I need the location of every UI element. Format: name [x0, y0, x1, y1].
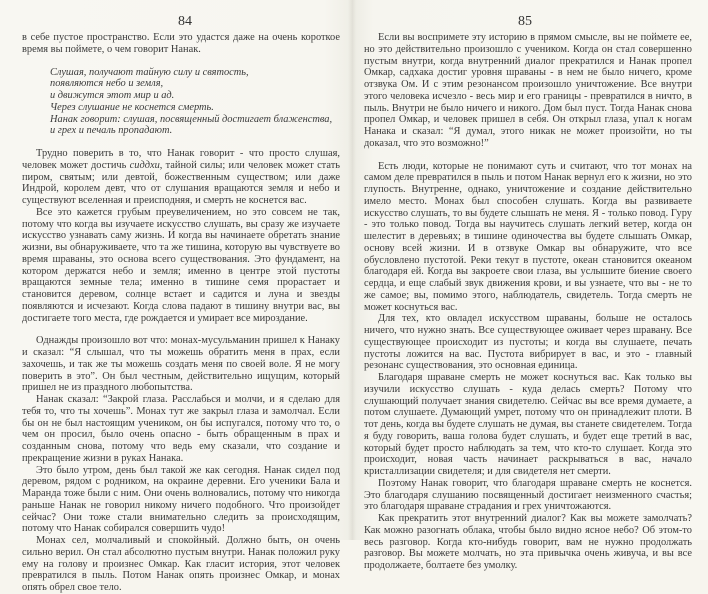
paragraph: Есть люди, которые не понимают суть и считают, что тот монах на самом деле превратился в пыль и потом Нанак вернул его к жизни, но это глупость. Внутренне, однако, уничтожение и создание действительно имело место. Монах был способен слушать. Когда вы развиваете искусство слушать, то вы будете слышать не меня. Я - только повод. Гуру - это только повод. Тогда вы научитесь слушать легкий ветер, когда он шелестит в деревьях; в тишине одиночества вы будете слышать Омкар, основу всей жизни. И в отзвуке Омкар вы обнаружите, что все обусловлено пустотой. Реки текут в пустоте, океан становится океаном благодаря ей. Когда вы закроете свои глаза, вы услышите биение своего сердца, и еще слабый звук движения крови, и вы узнаете, что вы - не то же самое; вы, помимо этого, наблюдатель, свидетель. Тогда смерть не может коснуться вас. — [364, 160, 692, 313]
opening-paragraph: в себе пустое пространство. Если это удастся даже на очень короткое время вы поймете, о чем говорит Нанак. — [22, 32, 340, 55]
paragraph: Монах сел, молчаливый и спокойный. Должно быть, он очень сильно верил. Он стал абсолютно пустым внутри. Нанак положил руку ему на голову и произнес Омкар. Как гласит история, этот человек превратился в пыль. Потом Нанак опять произнес Омкар, и монах опять обрел свое тело. — [22, 535, 340, 593]
right-page-body — [364, 32, 692, 572]
verse-line: Нанак говорит: слушая, посвященный достигает блаженства, — [50, 113, 333, 125]
paragraph: Все это кажется грубым преувеличением, но это совсем не так, потому что когда вы изучаете искусство слушать, вы сразу же изучаете искусство узнавать саму жизнь. И когда вы начинаете обретать знание жизни, вы обнаруживаете, что та же тишина, которую вы чувствуете во время шраваны, это основа всего существования. Это фундамент, на котором держатся небо и земля; именно в центре этой пустоты вращаются земные тела; именно в тишине семя прорастает и становится деревом, солнце встает и садится и луна и звезды появляются и исчезают. Когда слова падают в тишину внутри вас, вы достигаете того места, где рождается и умирает все мироздание. — [22, 206, 340, 324]
paragraph — [22, 148, 340, 207]
paragraph: Нанак сказал: “Закрой глаза. Расслабься и молчи, и я сделаю для тебя то, что ты хочешь”. Монах тут же закрыл глаза и замолчал. Если бы он не был настоящим учеником, он бы испугался, потому что то, о чем он просил, было очень опасно - быть обращенным в прах и созданным снова, потому что ведь ему сказали, что создание и прекращение жизни в руках Нанака. — [22, 394, 340, 464]
verse-block — [50, 67, 340, 138]
verse-line: Через слушание не коснется смерть. — [50, 101, 214, 113]
emphasis-term: сиддхи — [129, 159, 160, 171]
paragraph: Однажды произошло вот что: монах-мусульманин пришел к Нанаку и сказал: “Я слышал, что ты можешь обратить меня в прах, если захочешь, и так же ты можешь создать меня по своей воле. Я не могу поверить в это”. Он был честным, действительно ищущим, который пришел не из праздного любопытства. — [22, 335, 340, 394]
verse-line: Слушая, получают тайную силу и святость, — [50, 66, 249, 78]
paragraph: Благодаря шраване смерть не может коснуться вас. Как только вы изучили искусство слушать - куда делась смерть? Потому что слушающий получает знания свидетелю. Сейчас вы все время думаете, а потом слушаете. Думающий умрет, потому что он принадлежит плоти. В тот день, когда вы будете слушать не думая, вы станете свидетелем. Тогда я буду говорить, ваша голова будет слушать, и будет еще третий в вас, который будет просто наблюдать за тем, что кто-то слушает. Когда это происходит, новая часть начинает раскрываться в вас, начало кристаллизации свидетеля; и для свидетеля нет смерти. — [364, 372, 692, 477]
book-gutter — [348, 0, 356, 540]
paragraph-text: , тайной силы; или человек может стать пиром, святым; или девтой, божественным существом; или даже Индрой, королем девт, что от слушания вращаются земля и небо и существуют вселенная и преисподняя, и смерть не коснется вас. — [22, 159, 340, 206]
paragraph: Это было утром, день был такой же как сегодня. Нанак сидел под деревом, рядом с родником, на окраине деревни. Его ученики Бала и Маранда тоже были с ним. Они очень волновались, потому что никогда раньше Нанак не говорил никому ничего подобного. Что произойдет сейчас? Они тоже стали внимательно следить за происходящим, потому что Нанак собирался совершить чудо! — [22, 464, 340, 535]
left-page — [0, 0, 352, 593]
right-page — [352, 0, 708, 571]
page-number-left: 84 — [178, 14, 192, 29]
paragraph: Поэтому Нанак говорит, что благодаря шраване смерть не коснется. Это благодаря слушанию посвященный достигает неизменного счастья; это благодаря шраване страдания и грех уничтожаются. — [364, 477, 692, 513]
verse-line: появляются небо и земля, — [50, 78, 164, 90]
left-page-body — [22, 32, 340, 594]
page-number-right: 85 — [518, 14, 532, 29]
verse-line: и грех и печаль пропадают. — [50, 125, 173, 137]
paragraph: Для тех, кто овладел искусством шраваны, больше не осталось ничего, что нужно знать. Все существующее оживает через шравану. Все существующее происходит из пустоты; и когда вы слушаете, печать пустоты ложится на вас. Пустота вибрирует в вас, и это - главный резонанс существования, это основная единица. — [364, 313, 692, 372]
paragraph: Как прекратить этот внутренний диалог? Как вы можете замолчать? Как можно разогнать облака, чтобы было видно ясное небо? Об этом-то весь разговор. Когда кто-нибудь говорит, вам не нужно продолжать разговор. Вы можете молчать, но эта привычка очень живуча, и вы все продолжаете, болтаете без умолку. — [364, 513, 692, 571]
paragraph: Если вы воспримете эту историю в прямом смысле, вы не поймете ее, но это действительно произошло с учеником. Когда он стал совершенно пустым внутри, когда внутренний диалог прекратился и Нанак пропел Омкар, садхака достиг уровня шраваны - в нем не было ничего, кроме отзвука Ом. И с этим резонансом произошло уничтожение. Все внутри этого человека исчезло - весь мир и его границы - превратился в ничто, в пыль. Внутри не было ничего и никого. Дом был пуст. Тогда Нанак снова пропел Омкар, и человек пришел в себя. Он открыл глаза, упал к ногам Нанака и сказал: “Я думал, этого никак не может произойти, но ты доказал, что это возможно!” — [364, 32, 692, 149]
verse-line: и движутся этот мир и ад. — [50, 90, 175, 101]
paragraph-text: Трудно поверить в то, что Нанак говорит - что просто слушая, человек может достичь — [22, 148, 340, 171]
